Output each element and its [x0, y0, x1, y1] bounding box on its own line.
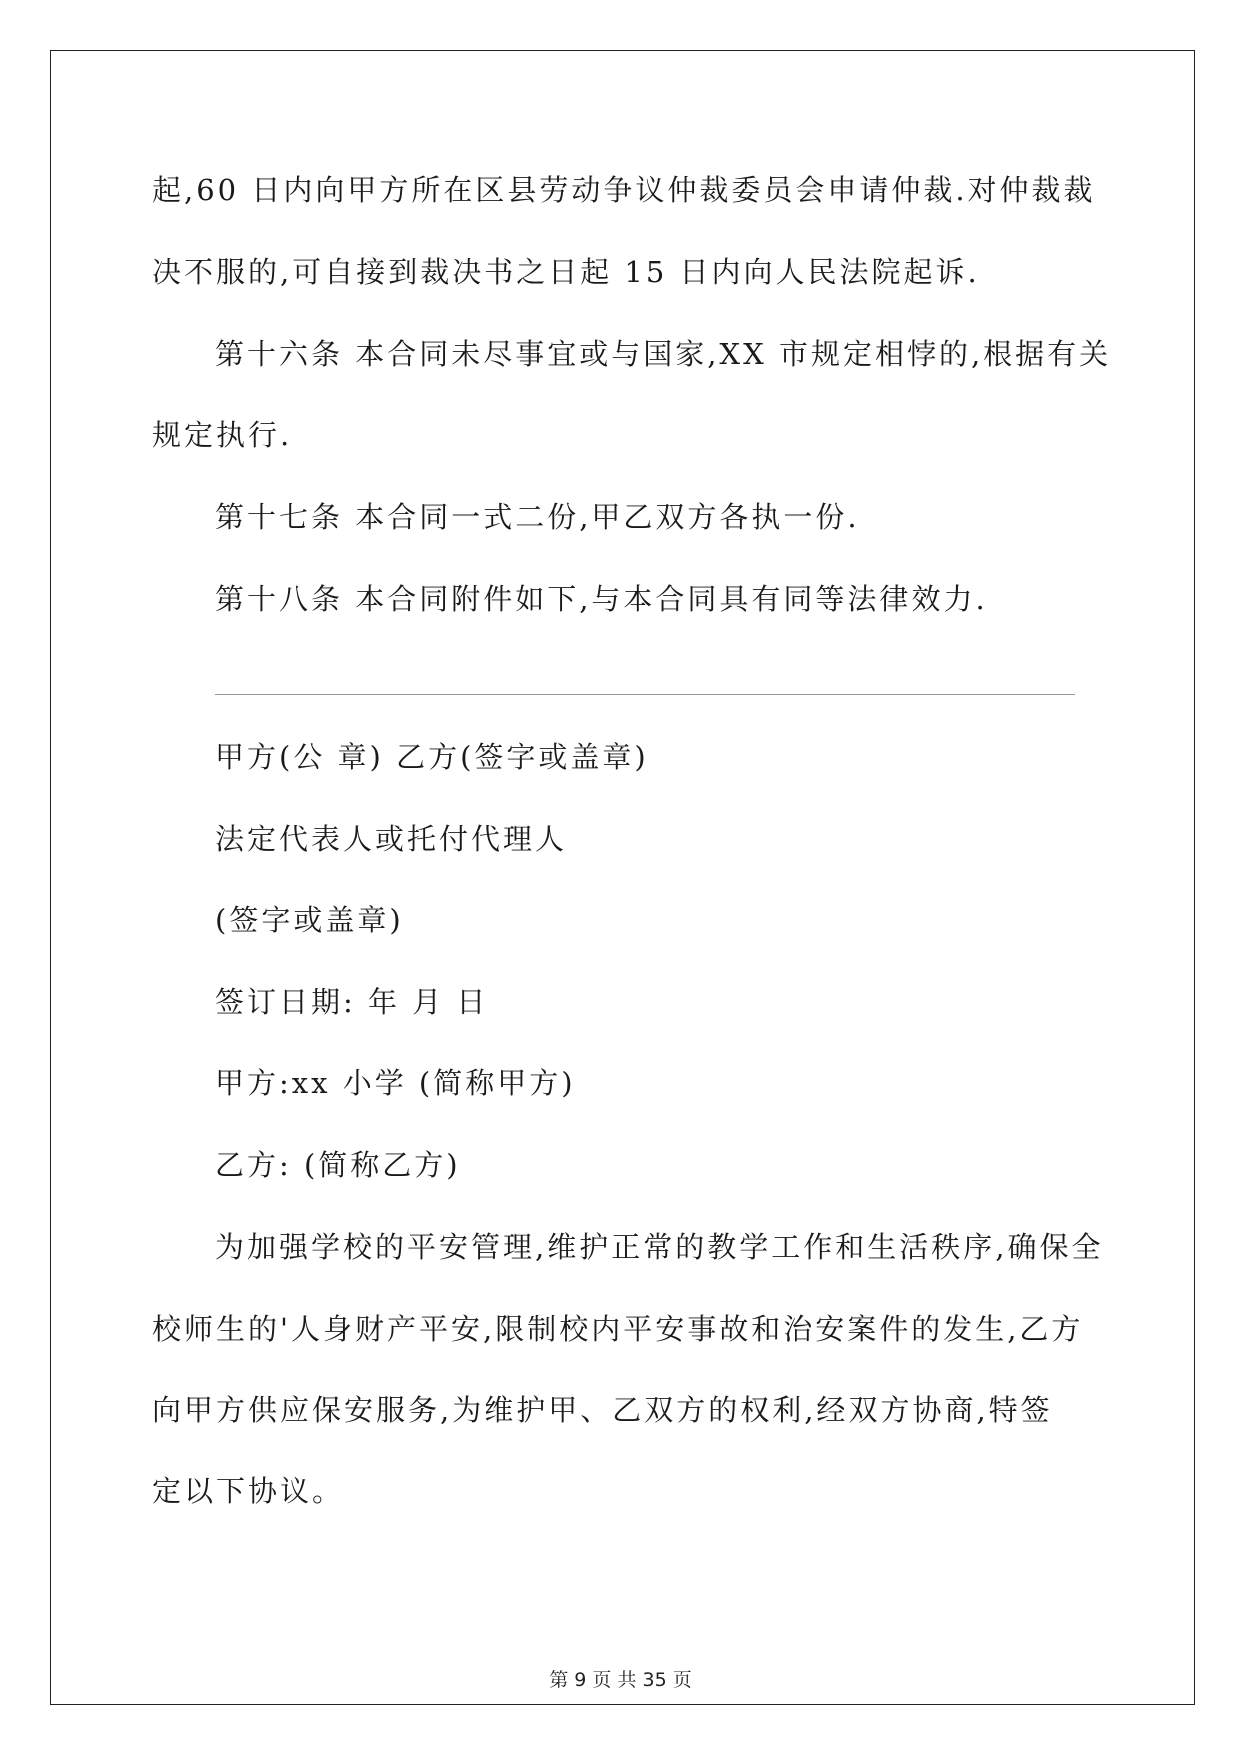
party-b-line: 乙方: (简称乙方) — [215, 1148, 461, 1182]
party-a-line: 甲方:xx 小学 (简称甲方) — [215, 1066, 576, 1100]
clause-18-line: 第十八条 本合同附件如下,与本合同具有同等法律效力. — [215, 582, 988, 616]
signing-date-line: 签订日期: 年 月 日 — [215, 985, 489, 1019]
text-line: 校师生的'人身财产平安,限制校内平安事故和治安案件的发生,乙方 — [152, 1312, 1084, 1346]
text-line: 定以下协议。 — [152, 1474, 345, 1508]
signature-party-line: 甲方(公 章) 乙方(签字或盖章) — [215, 740, 649, 774]
page-border — [50, 50, 1195, 1705]
clause-17-line: 第十七条 本合同一式二份,甲乙双方各执一份. — [215, 500, 860, 534]
page-number-footer: 第 9 页 共 35 页 — [549, 1669, 692, 1691]
representative-line: 法定代表人或托付代理人 — [215, 822, 568, 856]
clause-16-line: 第十六条 本合同未尽事宜或与国家,XX 市规定相悖的,根据有关 — [215, 337, 1112, 371]
agreement-intro-line: 为加强学校的平安管理,维护正常的教学工作和生活秩序,确保全 — [215, 1230, 1104, 1264]
signature-note-line: (签字或盖章) — [215, 903, 404, 937]
section-divider — [215, 694, 1075, 695]
text-line: 决不服的,可自接到裁决书之日起 15 日内向人民法院起诉. — [152, 255, 980, 289]
text-line: 起,60 日内向甲方所在区县劳动争议仲裁委员会申请仲裁.对仲裁裁 — [152, 173, 1096, 207]
text-line: 向甲方供应保安服务,为维护甲、乙双方的权利,经双方协商,特签 — [152, 1393, 1053, 1427]
text-line: 规定执行. — [152, 418, 293, 452]
